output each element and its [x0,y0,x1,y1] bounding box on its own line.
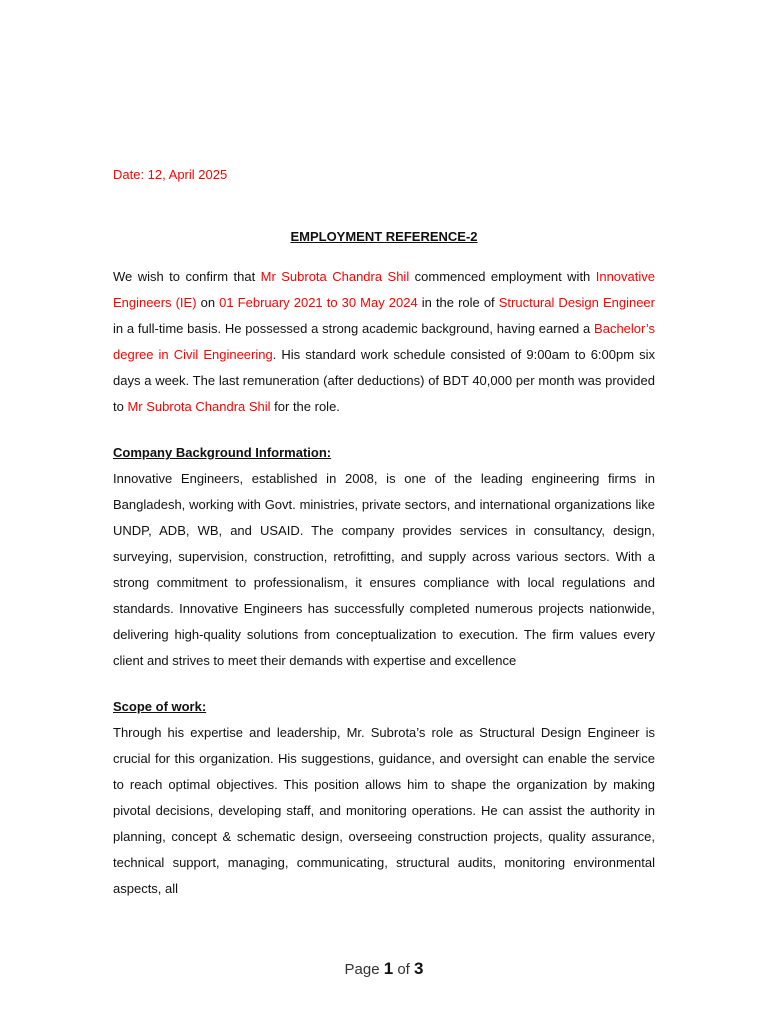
intro-text-6: . His standard work schedule consisted of 9:00am to 6:00pm six days a week. The last remuneration (after deductions) of BDT 40,000 per month was provided to [113,347,655,414]
employee-name-repeat: Mr Subrota Chandra Shil [127,399,271,414]
intro-text-2: commenced employment with [409,269,596,284]
document-title: EMPLOYMENT REFERENCE-2 [290,229,478,244]
current-page-number: 1 [383,959,394,978]
intro-text-1: We wish to confirm that [113,269,261,284]
of-label: of [393,961,415,978]
degree: Bachelor’s degree in Civil Engineering [113,321,655,362]
letter-date: Date: 12, April 2025 [113,167,228,182]
company-name: Innovative Engineers (IE) [113,269,655,310]
letter-body [113,162,655,902]
intro-text-3: on [196,295,220,310]
employment-period: 01 February 2021 to 30 May 2024 [219,295,418,310]
intro-text-5: in a full-time basis. He possessed a strong academic background, having earned a [113,321,595,336]
page-label: Page [344,961,384,978]
company-background-heading: Company Background Information: [113,445,332,460]
employee-name: Mr Subrota Chandra Shil [260,269,410,284]
intro-text-4: in the role of [417,295,499,310]
total-page-number: 3 [414,959,424,978]
job-role: Structural Design Engineer [498,295,655,310]
page-footer [0,956,768,983]
scope-of-work-text: Through his expertise and leadership, Mr. Subrota’s role as Structural Design Engineer is crucial for this organization. His suggestions, guidance, and oversight can enable the service to reach optimal objectives. This position allows him to shape the organization by making pivotal decisions, developing staff, and monitoring operations. He can assist the authority in planning, concept & schematic design, overseeing construction projects, quality assurance, technical support, managing, communicating, structural audits, monitoring environmental aspects, all [113,725,655,896]
intro-paragraph [113,264,655,420]
scope-of-work-heading: Scope of work: [113,699,207,714]
company-background-text: Innovative Engineers, established in 2008, is one of the leading engineering firms in Bangladesh, working with Govt. ministries, private sectors, and international organizations like UNDP, ADB, WB, and USAID. The company provides services in consultancy, design, surveying, supervision, construction, retrofitting, and supply across various sectors. With a strong commitment to professionalism, it ensures compliance with local regulations and standards. Innovative Engineers has successfully completed numerous projects nationwide, delivering high-quality solutions from conceptualization to execution. The firm values every client and strives to meet their demands with expertise and excellence [113,471,655,668]
intro-text-7: for the role. [270,399,340,414]
